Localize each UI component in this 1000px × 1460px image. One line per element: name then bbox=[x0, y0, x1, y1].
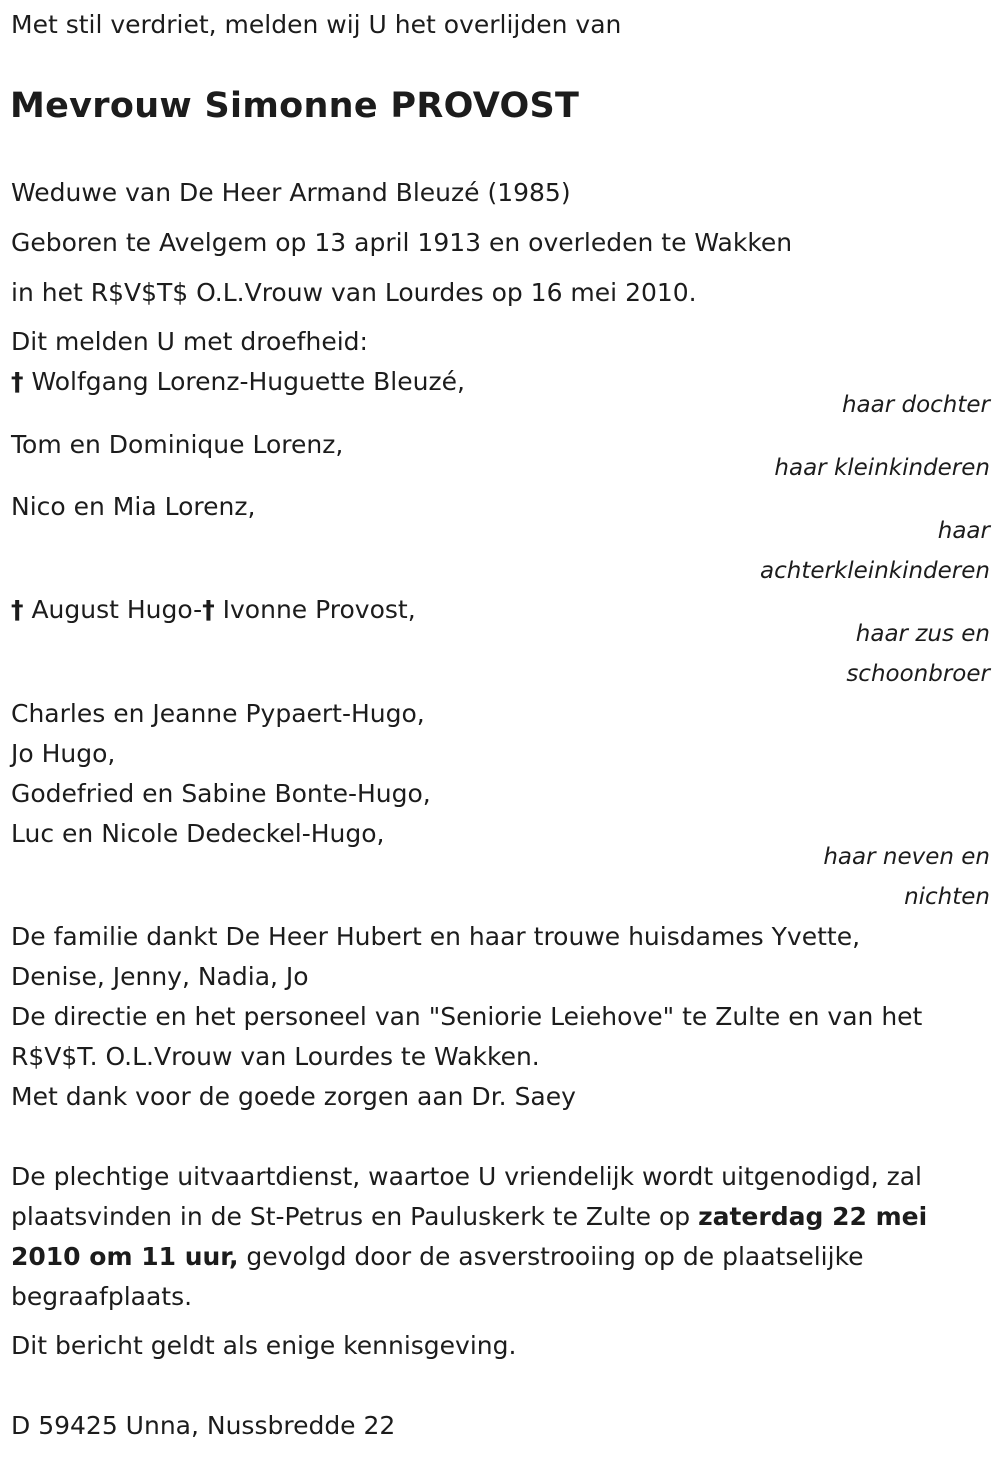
relation-label: haar neven en bbox=[823, 844, 990, 870]
intro-text: Met stil verdriet, melden wij U het overlijden van bbox=[11, 10, 622, 39]
family-line-cousin: Charles en Jeanne Pypaert-Hugo, bbox=[11, 699, 425, 728]
funeral-text: gevolgd door de asverstrooiing op de plaatselijke begraafplaats. bbox=[11, 1242, 864, 1311]
detail-birth: Geboren te Avelgem op 13 april 1913 en overleden te Wakken bbox=[11, 228, 793, 257]
family-line-cousin: Jo Hugo, bbox=[11, 739, 116, 768]
relation-label: achterkleinkinderen bbox=[760, 558, 990, 584]
family-line-daughter bbox=[11, 367, 465, 397]
family-line-sister bbox=[11, 595, 416, 625]
funeral-text: De plechtige uitvaartdienst, waartoe U vriendelijk wordt uitgenodigd, zal plaatsvinden in de St-Petrus en Pauluskerk te Zulte op bbox=[11, 1162, 922, 1231]
relation-label: schoonbroer bbox=[846, 661, 990, 687]
family-line-great-grandchildren: Nico en Mia Lorenz, bbox=[11, 492, 256, 521]
cross-icon: † bbox=[202, 595, 215, 624]
detail-death: in het R$V$T$ O.L.Vrouw van Lourdes op 16 mei 2010. bbox=[11, 278, 697, 307]
family-name: Ivonne Provost, bbox=[222, 595, 416, 624]
relation-label: haar kleinkinderen bbox=[774, 455, 990, 481]
notice-text: Dit bericht geldt als enige kennisgeving. bbox=[11, 1331, 517, 1360]
thanks-line: De directie en het personeel van "Seniorie Leiehove" te Zulte en van het bbox=[11, 1002, 923, 1031]
detail-widow: Weduwe van De Heer Armand Bleuzé (1985) bbox=[11, 178, 571, 207]
family-line-cousin: Godefried en Sabine Bonte-Hugo, bbox=[11, 779, 431, 808]
thanks-line: R$V$T. O.L.Vrouw van Lourdes te Wakken. bbox=[11, 1042, 540, 1071]
cross-icon: † bbox=[11, 595, 24, 624]
family-name: Wolfgang Lorenz-Huguette Bleuzé, bbox=[31, 367, 465, 396]
family-line-grandchildren: Tom en Dominique Lorenz, bbox=[11, 430, 344, 459]
deceased-name: Mevrouw Simonne PROVOST bbox=[10, 86, 580, 126]
family-line-cousin: Luc en Nicole Dedeckel-Hugo, bbox=[11, 819, 385, 848]
address-text: D 59425 Unna, Nussbredde 22 bbox=[11, 1411, 396, 1440]
thanks-line: Met dank voor de goede zorgen aan Dr. Saey bbox=[11, 1082, 576, 1111]
thanks-line: Denise, Jenny, Nadia, Jo bbox=[11, 962, 309, 991]
announce-text: Dit melden U met droefheid: bbox=[11, 327, 368, 356]
cross-icon: † bbox=[11, 367, 24, 396]
relation-label: haar dochter bbox=[841, 392, 990, 418]
family-name: August Hugo- bbox=[31, 595, 203, 624]
relation-label: haar bbox=[937, 518, 990, 544]
relation-label: nichten bbox=[904, 884, 990, 910]
funeral-paragraph bbox=[11, 1157, 986, 1317]
funeral-date: zaterdag 22 mei 2010 om 11 uur, bbox=[11, 1202, 928, 1271]
relation-label: haar zus en bbox=[855, 621, 990, 647]
thanks-line: De familie dankt De Heer Hubert en haar trouwe huisdames Yvette, bbox=[11, 922, 861, 951]
